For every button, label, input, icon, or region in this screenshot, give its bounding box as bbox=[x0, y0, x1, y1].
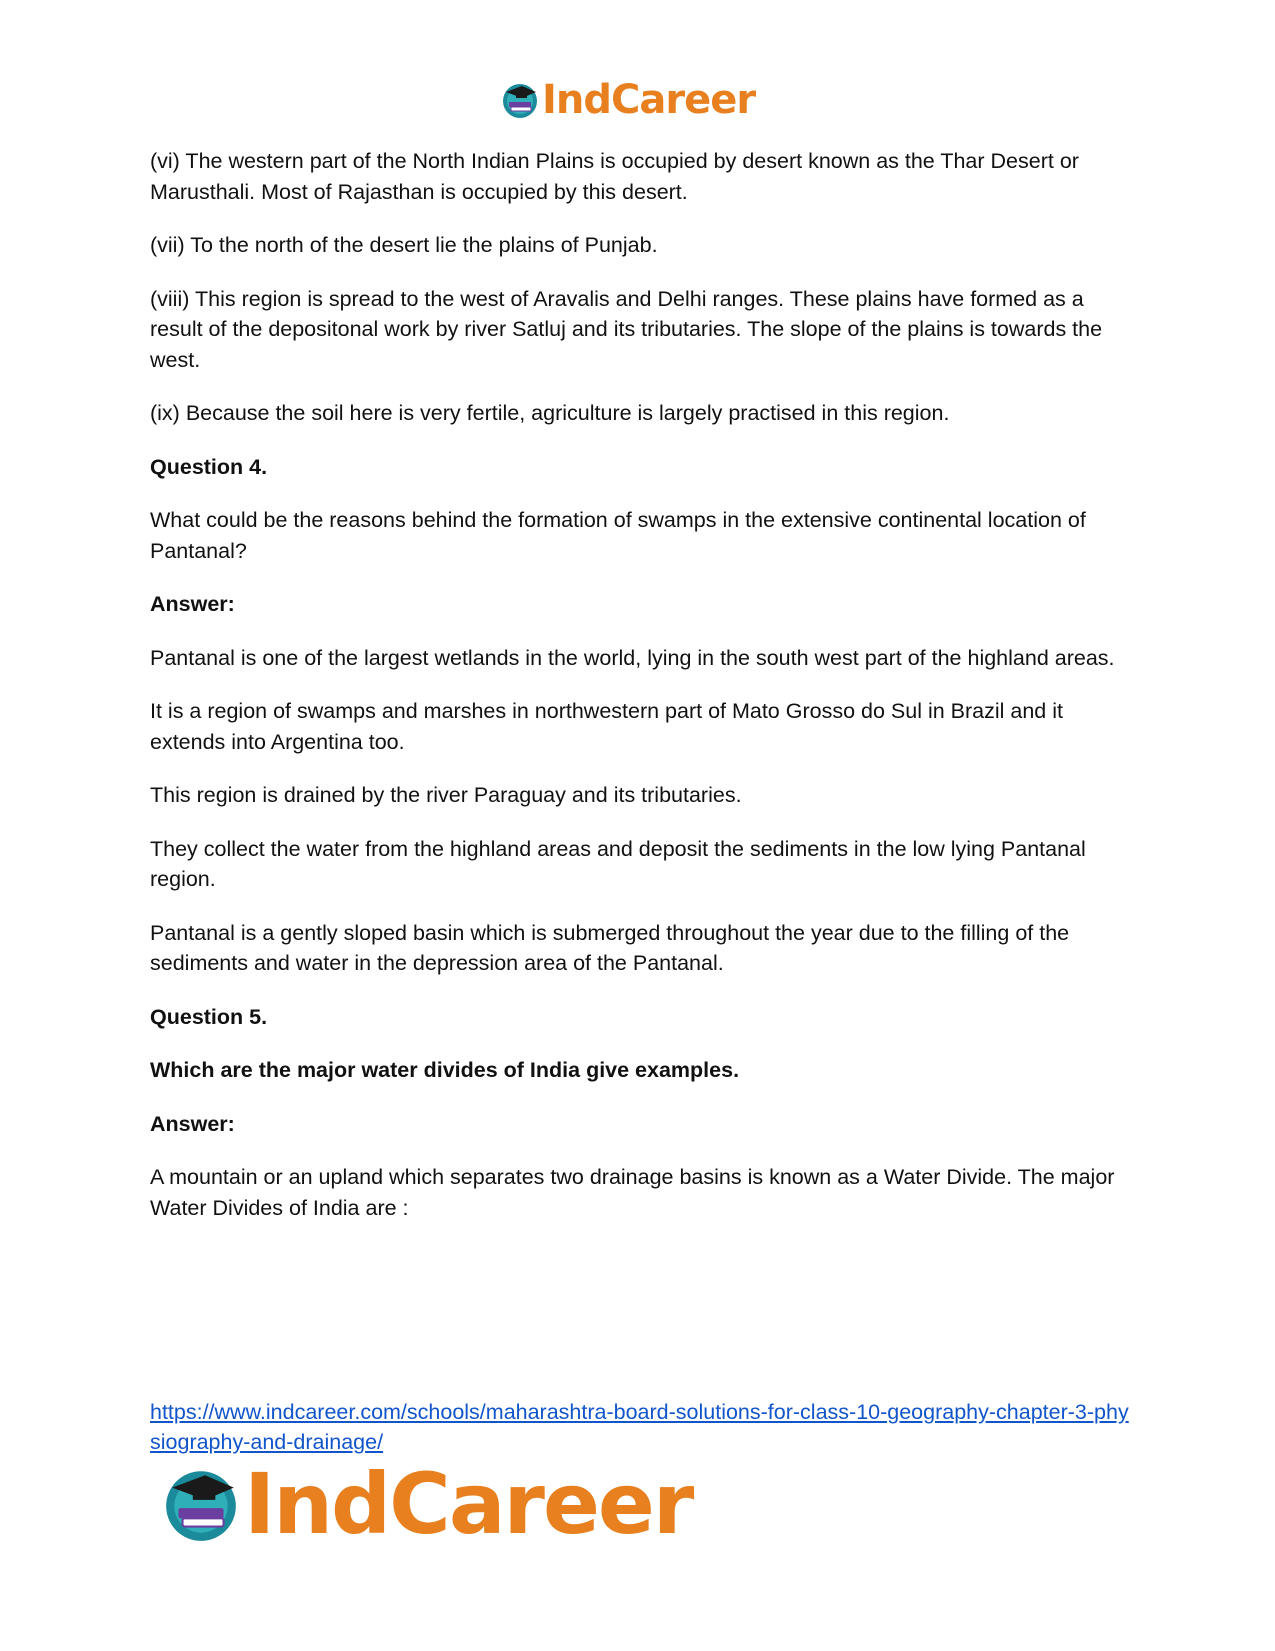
question-4-heading: Question 4. bbox=[150, 454, 268, 479]
paragraph-viii: (viii) This region is spread to the west of Aravalis and Delhi ranges. These plains have formed as a result of the depositonal work by river Satluj and its tributaries. The slope of the plains is towards the west. bbox=[150, 286, 1103, 372]
answer-5-heading: Answer: bbox=[150, 1111, 235, 1136]
paragraph-vi: (vi) The western part of the North Indian Plains is occupied by desert known as the Thar Desert or Marusthali. Most of Rajasthan is occupied by this desert. bbox=[150, 149, 1079, 204]
header-logo-text: IndCareer bbox=[542, 77, 756, 123]
answer-4-paragraph-5: Pantanal is a gently sloped basin which is submerged throughout the year due to the filling of the sediments and water in the depression area of the Pantanal. bbox=[150, 920, 1070, 975]
question-5-text: Which are the major water divides of India give examples. bbox=[150, 1058, 740, 1082]
logo-emblem-icon bbox=[160, 1463, 242, 1545]
answer-4-paragraph-4: They collect the water from the highland areas and deposit the sediments in the low lying Pantanal region. bbox=[150, 836, 1086, 891]
document-body bbox=[150, 146, 1130, 1246]
answer-4-paragraph-1: Pantanal is one of the largest wetlands in the world, lying in the south west part of the highland areas. bbox=[150, 645, 1115, 670]
answer-5-paragraph-1: A mountain or an upland which separates two drainage basins is known as a Water Divide. The major Water Divides of India are : bbox=[150, 1165, 1115, 1220]
logo-emblem-icon bbox=[500, 80, 540, 120]
question-4-text: What could be the reasons behind the formation of swamps in the extensive continental location of Pantanal? bbox=[150, 508, 1086, 563]
footer-logo bbox=[160, 1455, 693, 1553]
paragraph-ix: (ix) Because the soil here is very fertile, agriculture is largely practised in this region. bbox=[150, 401, 950, 425]
paragraph-vii: (vii) To the north of the desert lie the plains of Punjab. bbox=[150, 233, 658, 257]
answer-4-heading: Answer: bbox=[150, 592, 235, 616]
footer-logo-text: IndCareer bbox=[244, 1455, 693, 1553]
answer-4-paragraph-2: It is a region of swamps and marshes in northwestern part of Mato Grosso do Sul in Brazil and it extends into Argentina too. bbox=[150, 699, 1063, 754]
answer-4-paragraph-3: This region is drained by the river Paraguay and its tributaries. bbox=[150, 783, 742, 807]
header-logo bbox=[500, 77, 756, 123]
question-5-heading: Question 5. bbox=[150, 1004, 268, 1029]
source-url-link[interactable]: https://www.indcareer.com/schools/maharashtra-board-solutions-for-class-10-geography-chapter-3-physiography-and-drainage/ bbox=[150, 1400, 1129, 1454]
